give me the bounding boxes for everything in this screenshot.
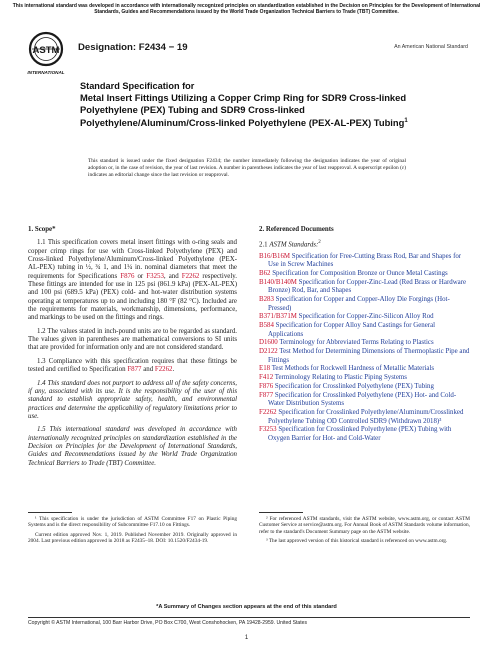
reference-title[interactable]: Terminology for Abbreviated Terms Relating to Plastics: [277, 339, 434, 347]
reference-entry[interactable]: [259, 383, 470, 391]
reference-title[interactable]: Specification for Crosslinked Polyethylene (PEX) Tubing: [273, 383, 434, 391]
reference-entry[interactable]: [259, 374, 470, 382]
reference-entry[interactable]: [259, 409, 470, 426]
title-main: Metal Insert Fittings Utilizing a Copper Crimp Ring for SDR9 Cross-linked Polyethylene (PEX) Tubing and SDR9 Cross-linked Polyethylene/Aluminum/Cross-linked Polyethylene (PEX-AL-PEX) Tubing$^1$: [80, 92, 408, 128]
refs-subheading: 2.1 ASTM Standards:$^2$: [259, 240, 321, 249]
reference-entry[interactable]: [259, 313, 470, 321]
reference-code[interactable]: B371/B371M: [259, 313, 297, 321]
reference-code[interactable]: D1600: [259, 339, 278, 347]
refs-heading: 2. Referenced Documents: [259, 226, 334, 233]
footer-rule: [28, 617, 470, 618]
reference-code[interactable]: F2262: [259, 409, 277, 417]
footnote-1-edition: Current edition approved Nov. 1, 2019. Published November 2019. Originally approved in 2004. Last previous edition approved in 2018 as F2435–18. DOI: 10.1520/F2434-19.: [28, 531, 237, 545]
reference-title[interactable]: Specification for Copper-Zinc-Silicon Alloy Rod: [296, 313, 434, 321]
ref-link-f3253[interactable]: F3253: [146, 272, 164, 280]
reference-title[interactable]: Test Methods for Rockwell Hardness of Metallic Materials: [270, 365, 435, 373]
footnote-3: ³ The last approved version of this historical standard is referenced on www.astm.org.: [266, 538, 448, 545]
reference-title[interactable]: Terminology Relating to Plastic Piping Systems: [273, 374, 407, 382]
copyright-line: Copyright © ASTM International, 100 Barr Harbor Drive, PO Box C700, West Conshohocken, PA 19428-2959. United States: [28, 620, 308, 626]
reference-code[interactable]: B62: [259, 270, 271, 278]
reference-code[interactable]: B584: [259, 322, 274, 330]
footnote-rule-left: [28, 512, 72, 513]
footnote-rule-right: [259, 512, 303, 513]
reference-entry[interactable]: [259, 392, 470, 409]
title-footnote-mark[interactable]: 1: [404, 117, 408, 124]
reference-code[interactable]: F3253: [259, 426, 277, 434]
document-title: [80, 80, 410, 129]
astm-logo: [26, 29, 66, 79]
footnotes-right: [259, 516, 470, 548]
scope-1-1: 1.1 This specification covers metal insert fittings with o-ring seals and copper crimp rings for use with Cross-linked Polyethylene (PEX) and Cross-linked Polyethylene/Aluminum/Cross-linked Polyethylene (PEX-AL-PEX) tubing in ½, ¾ 1, and 1¼ in. nominal diameters that meet the requirements for Specifications F876 or F3253, and F2262 respectively. These fittings are intended for use in 125 psi (861.9 kPa) (PEX-AL-PEX) and 100 psi (689.5 kPa) (PEX) cold- and hot-water distribution systems operating at temperatures up to and including 180 °F (82 °C). Included are the requirements for materials, workmanship, dimensions, performance, and markings to be used on the fittings and rings.: [28, 239, 237, 322]
reference-code[interactable]: F412: [259, 374, 274, 382]
reference-title[interactable]: Specification for Composition Bronze or Ounce Metal Castings: [270, 270, 448, 278]
ref-link-f877[interactable]: F877: [127, 366, 142, 374]
reference-entry[interactable]: [259, 270, 470, 278]
reference-code[interactable]: E18: [259, 365, 271, 373]
reference-code[interactable]: B283: [259, 296, 274, 304]
footnotes-left: [28, 516, 237, 548]
reference-title[interactable]: Specification for Copper Alloy Sand Castings for General Applications: [268, 322, 436, 338]
wto-notice: This international standard was developed in accordance with internationally recognized principles on standardization established in the Decision on Principles for the Development of International Standards, Guides and Recommendations issued by the World Trade Organization Technical Barriers to Trade (TBT) Committee.: [12, 3, 481, 16]
page-number: 1: [244, 635, 249, 641]
reference-entry[interactable]: [259, 365, 470, 373]
reference-entry[interactable]: [259, 426, 470, 443]
summary-of-changes-note: *A Summary of Changes section appears at the end of this standard: [156, 604, 337, 610]
reference-title[interactable]: Test Method for Determining Dimensions of Thermoplastic Pipe and Fittings: [268, 348, 470, 364]
svg-text:ASTM: ASTM: [32, 45, 60, 56]
scope-heading: 1. Scope*: [28, 226, 56, 233]
reference-entry[interactable]: [259, 253, 470, 270]
reference-title[interactable]: Specification for Copper and Copper-Alloy Die Forgings (Hot-Pressed): [268, 296, 450, 312]
scope-1-3: 1.3 Compliance with this specification requires that these fittings be tested and certified to Specification F877 and F2262.: [28, 357, 237, 374]
reference-title[interactable]: Specification for Crosslinked Polyethylene (PEX) Hot- and Cold-Water Distribution Systems: [268, 391, 457, 408]
ref-link-f2262[interactable]: F2262: [181, 272, 200, 280]
right-column: [259, 226, 470, 444]
reference-code[interactable]: F877: [259, 391, 274, 399]
scope-1-5: 1.5 This international standard was developed in accordance with internationally recognized principles on standardization established in the Decision on Principles for the Development of International Standards, Guides and Recommendations issued by the World Trade Organization Technical Barriers to Trade (TBT) Committee.: [28, 426, 237, 467]
reference-code[interactable]: D2122: [259, 348, 278, 356]
reference-code[interactable]: B140/B140M: [259, 279, 297, 287]
reference-title[interactable]: Specification for Crosslinked Polyethylene (PEX) Tubing with Oxygen Barrier for Hot- and Cold-Water: [268, 426, 452, 442]
reference-title[interactable]: Specification for Crosslinked Polyethylene/Aluminum/Crosslinked Polyethylene Tubing OD Controlled SDR9 (Withdrawn 2018)³: [268, 409, 464, 425]
ref-link-f2262-b[interactable]: F2262: [154, 366, 173, 374]
scope-1-2: 1.2 The values stated in inch-pound units are to be regarded as standard. The values given in parentheses are mathematical conversions to SI units that are provided for information only and are not considered standard.: [28, 327, 237, 352]
national-standard-label: An American National Standard: [394, 44, 468, 50]
reference-entry[interactable]: [259, 348, 470, 365]
reference-entry[interactable]: [259, 279, 470, 296]
reference-entry[interactable]: [259, 296, 470, 313]
reference-entry[interactable]: [259, 339, 470, 347]
footnote-2: ² For referenced ASTM standards, visit the ASTM website, www.astm.org, or contact ASTM Customer Service at service@astm.org. For Annual Book of ASTM Standards volume information, refer to the standard's Document Summary page on the ASTM website.: [259, 516, 470, 535]
reference-title[interactable]: Specification for Copper-Zinc-Lead (Red Brass or Hardware Bronze) Rod, Bar, and Shapes: [268, 279, 467, 295]
reference-entry[interactable]: [259, 322, 470, 339]
left-column: [28, 226, 237, 473]
reference-list: [259, 253, 470, 443]
svg-text:INTERNATIONAL: INTERNATIONAL: [27, 70, 65, 75]
reference-code[interactable]: F876: [259, 383, 274, 391]
issued-note: This standard is issued under the fixed designation F2434; the number immediately following the designation indicates the year of original adoption or, in the case of revision, the year of last revision. A number in parentheses indicates the year of last reapproval. A superscript epsilon (ε) indicates an editorial change since the last revision or reapproval.: [88, 158, 406, 178]
reference-title[interactable]: Specification for Free-Cutting Brass Rod, Bar and Shapes for Use in Screw Machines: [268, 252, 462, 269]
designation: Designation: F2434 − 19: [78, 42, 188, 53]
reference-code[interactable]: B16/B16M: [259, 252, 291, 260]
footnote-1: ¹ This specification is under the jurisdiction of ASTM Committee F17 on Plastic Piping Systems and is the direct responsibility of Subcommittee F17.10 on Fittings.: [28, 516, 237, 529]
title-standard-for: Standard Specification for: [80, 81, 195, 91]
ref-link-f876[interactable]: F876: [120, 272, 135, 280]
scope-1-4: 1.4 This standard does not purport to address all of the safety concerns, if any, associated with its use. It is the responsibility of the user of this standard to establish appropriate safety, health, and environmental practices and determine the applicability of regulatory limitations prior to use.: [28, 379, 237, 420]
